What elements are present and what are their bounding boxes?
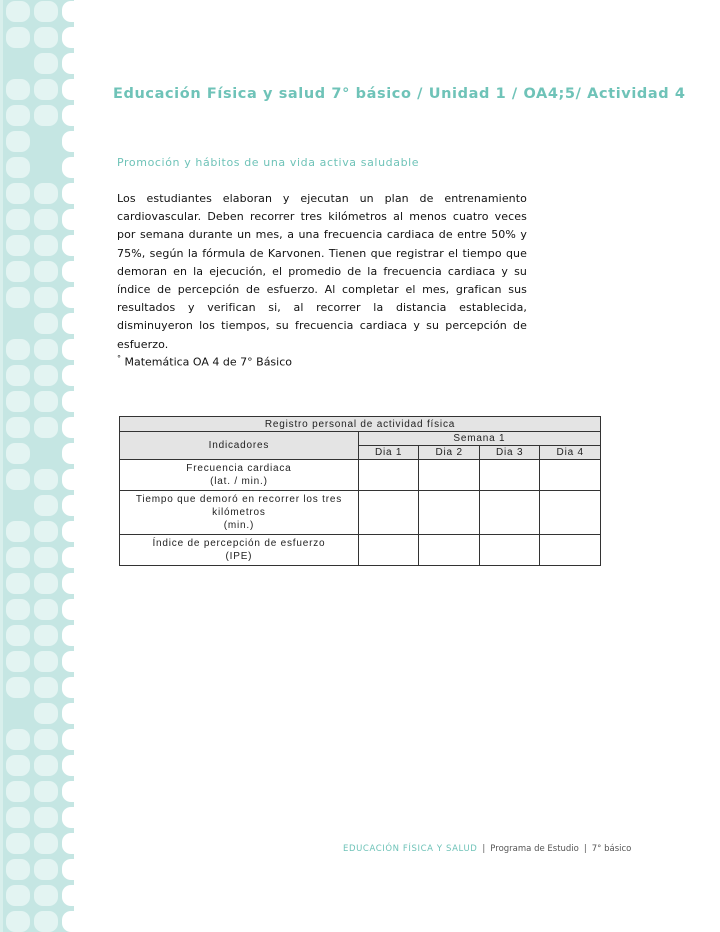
sidebar-pattern-blob [62,599,74,620]
indicator-time [120,491,359,535]
sidebar-pattern-blob [34,599,58,620]
sidebar-pattern-row [4,391,74,413]
sidebar-pattern-blob [6,443,30,464]
sidebar-pattern-row [4,417,74,439]
sidebar-pattern-row [4,183,74,205]
sidebar-pattern-blob [34,807,58,828]
sidebar-pattern-row [4,885,74,907]
table-cell[interactable] [479,535,540,566]
sidebar-pattern-blob [62,885,74,906]
sidebar-pattern-blob [62,339,74,360]
sidebar-pattern-blob [34,703,58,724]
sidebar-pattern-blob [6,781,30,802]
sidebar-pattern-row [4,157,74,179]
sidebar-pattern-blob [34,781,58,802]
sidebar-pattern-blob [6,729,30,750]
sidebar-pattern-blob [6,547,30,568]
page-footer [343,844,631,854]
sidebar-pattern-row [4,755,74,777]
sidebar-pattern-blob [62,313,74,334]
sidebar-pattern-blob [62,807,74,828]
sidebar-pattern-blob [62,521,74,542]
day-header: Dia 2 [419,446,480,460]
sidebar-pattern-blob [34,547,58,568]
sidebar-pattern-blob [34,53,58,74]
indicator-label: Índice de percepción de esfuerzo [152,538,326,549]
sidebar-pattern-blob [62,365,74,386]
sidebar-pattern-blob [62,547,74,568]
sidebar-pattern-row [4,521,74,543]
sidebar-pattern-row [4,79,74,101]
indicator-label: Tiempo que demoró en recorrer los tres [135,494,343,505]
sidebar-pattern-row [4,235,74,257]
sidebar-pattern-blob [34,105,58,126]
sidebar-pattern-blob [6,131,30,152]
sidebar-pattern-blob [62,157,74,178]
footer-grade: 7° básico [591,844,632,854]
page-title: Educación Física y salud 7° básico / Unidad 1 / OA4;5/ Actividad 4 [113,86,686,102]
sidebar-pattern-blob [34,911,58,932]
sidebar-pattern-row [4,911,74,932]
sidebar-pattern-blob [62,859,74,880]
sidebar-pattern-blob [34,885,58,906]
sidebar-pattern-blob [6,677,30,698]
day-header: Dia 3 [479,446,540,460]
table-cell[interactable] [479,491,540,535]
sidebar-pattern-blob [6,755,30,776]
sidebar-pattern-blob [62,755,74,776]
sidebar-pattern-blob [62,443,74,464]
sidebar-pattern-blob [62,287,74,308]
sidebar-pattern-blob [34,339,58,360]
sidebar-pattern-row [4,131,74,153]
sidebar-pattern-blob [34,573,58,594]
table-row [120,535,601,566]
sidebar-pattern-row [4,495,74,517]
sidebar-pattern-blob [62,677,74,698]
footer-separator: | [583,844,587,854]
sidebar-pattern-blob [62,651,74,672]
sidebar-pattern-row [4,859,74,881]
sidebar-pattern-row [4,573,74,595]
sidebar-pattern-blob [6,261,30,282]
sidebar-pattern-blob [6,417,30,438]
indicator-effort [120,535,359,566]
sidebar-pattern-row [4,105,74,127]
sidebar-pattern-row [4,261,74,283]
sidebar-pattern-row [4,677,74,699]
sidebar-pattern-blob [62,105,74,126]
sidebar-pattern-row [4,599,74,621]
activity-log-table [119,416,601,566]
sidebar-pattern-blob [34,521,58,542]
sidebar-pattern-blob [6,521,30,542]
sidebar-pattern-row [4,729,74,751]
table-cell[interactable] [358,535,419,566]
sidebar-pattern-row [4,469,74,491]
sidebar-pattern-blob [62,729,74,750]
sidebar-pattern-blob [34,625,58,646]
sidebar-pattern-blob [62,625,74,646]
sidebar-pattern-blob [34,1,58,22]
sidebar-pattern-blob [62,131,74,152]
table-cell[interactable] [419,535,480,566]
sidebar-pattern-row [4,807,74,829]
sidebar-pattern-blob [6,1,30,22]
sidebar-pattern-blob [62,53,74,74]
sidebar-pattern-blob [6,105,30,126]
sidebar-pattern-row [4,287,74,309]
sidebar-pattern-blob [6,885,30,906]
day-header: Dia 1 [358,446,419,460]
table-cell[interactable] [479,460,540,491]
sidebar-pattern-blob [34,651,58,672]
sidebar-pattern-blob [6,209,30,230]
indicator-label: Frecuencia cardiaca [186,463,292,474]
sidebar-pattern-blob [62,235,74,256]
week-header: Semana 1 [358,432,600,446]
sidebar-pattern-blob [62,911,74,932]
sidebar-pattern-blob [34,313,58,334]
sidebar-pattern-blob [6,807,30,828]
sidebar-pattern-blob [6,157,30,178]
indicator-label-cont: kilómetros [212,507,266,518]
sidebar-pattern-blob [6,27,30,48]
indicator-unit: (lat. / min.) [210,476,268,487]
sidebar-pattern-blob [6,287,30,308]
sidebar-pattern-blob [62,417,74,438]
sidebar-pattern-blob [6,79,30,100]
sidebar-pattern-row [4,365,74,387]
sidebar-pattern-blob [6,911,30,932]
sidebar-pattern-blob [34,183,58,204]
sidebar-pattern-blob [34,417,58,438]
sidebar-pattern-row [4,209,74,231]
table-cell[interactable] [540,535,601,566]
table-cell[interactable] [419,460,480,491]
sidebar-pattern-blob [6,651,30,672]
sidebar-pattern-blob [6,625,30,646]
table-title: Registro personal de actividad física [120,417,601,432]
sidebar-pattern-blob [6,183,30,204]
sidebar-pattern-blob [6,469,30,490]
sidebar-pattern-row [4,625,74,647]
indicators-header: Indicadores [120,432,359,460]
footer-brand: EDUCACIÓN FÍSICA Y SALUD [343,844,478,854]
table-row [120,491,601,535]
day-header: Dia 4 [540,446,601,460]
sidebar-pattern-row [4,547,74,569]
table-cell[interactable] [540,491,601,535]
activity-description: Los estudiantes elaboran y ejecutan un plan de entrenamiento cardiovascular. Deben recorrer tres kilómetros al menos cuatro veces por semana durante un mes, a una frecuencia cardiaca de entre 50% y 75%, según la fórmula de Karvonen. Tienen que registrar el tiempo que demoran en la ejecución, el promedio de la frecuencia cardiaca y su índice de percepción de esfuerzo. Al completar el mes, grafican sus resultados y verifican si, al recorrer la distancia establecida, disminuyeron los tiempos, su frecuencia cardiaca y su percepción de esfuerzo. [117,192,527,351]
sidebar-pattern-blob [6,859,30,880]
sidebar-pattern-row [4,27,74,49]
sidebar-pattern-row [4,1,74,23]
sidebar-pattern-blob [34,235,58,256]
sidebar-pattern-blob [6,339,30,360]
section-subtitle: Promoción y hábitos de una vida activa saludable [117,156,420,169]
sidebar-pattern-blob [6,391,30,412]
sidebar-pattern-blob [62,209,74,230]
sidebar-pattern-blob [34,365,58,386]
sidebar-edge [0,0,3,932]
table-cell[interactable] [358,491,419,535]
sidebar-pattern-row [4,781,74,803]
indicator-heart-rate [120,460,359,491]
sidebar-pattern-blob [62,833,74,854]
sidebar-pattern-blob [62,261,74,282]
sidebar-pattern-blob [34,859,58,880]
sidebar-pattern-blob [34,469,58,490]
indicator-unit: (IPE) [225,551,253,562]
sidebar-pattern-blob [6,235,30,256]
sidebar-pattern-row [4,651,74,673]
note-marker: ° [117,354,121,363]
sidebar-pattern-blob [34,677,58,698]
sidebar-pattern-row [4,53,74,75]
decorative-sidebar [0,0,74,932]
sidebar-pattern-row [4,443,74,465]
sidebar-pattern-blob [34,391,58,412]
sidebar-pattern-blob [34,833,58,854]
sidebar-pattern-blob [62,573,74,594]
sidebar-pattern-blob [34,79,58,100]
footer-separator: | [482,844,486,854]
sidebar-pattern-blob [34,209,58,230]
sidebar-pattern-blob [62,469,74,490]
table-cell[interactable] [540,460,601,491]
table-cell[interactable] [419,491,480,535]
sidebar-pattern-blob [6,573,30,594]
sidebar-pattern-blob [62,79,74,100]
table-row [120,460,601,491]
footer-program: Programa de Estudio [490,844,579,854]
table-cell[interactable] [358,460,419,491]
sidebar-pattern-blob [34,261,58,282]
sidebar-pattern-blob [34,755,58,776]
sidebar-pattern-blob [62,495,74,516]
sidebar-pattern-row [4,703,74,725]
sidebar-pattern-blob [62,1,74,22]
cross-reference-note [117,354,292,369]
sidebar-pattern-blob [62,703,74,724]
sidebar-pattern-blob [34,495,58,516]
sidebar-pattern-row [4,339,74,361]
sidebar-pattern-blob [6,833,30,854]
sidebar-pattern-blob [34,729,58,750]
note-text: Matemática OA 4 de 7° Básico [124,355,292,369]
sidebar-pattern-blob [62,27,74,48]
sidebar-pattern-row [4,313,74,335]
sidebar-pattern-blob [62,391,74,412]
sidebar-pattern-blob [34,287,58,308]
indicator-unit: (min.) [223,520,255,531]
sidebar-pattern-blob [34,27,58,48]
sidebar-pattern-blob [62,183,74,204]
sidebar-pattern-blob [6,365,30,386]
sidebar-pattern-blob [62,781,74,802]
sidebar-pattern-row [4,833,74,855]
sidebar-pattern-blob [6,599,30,620]
